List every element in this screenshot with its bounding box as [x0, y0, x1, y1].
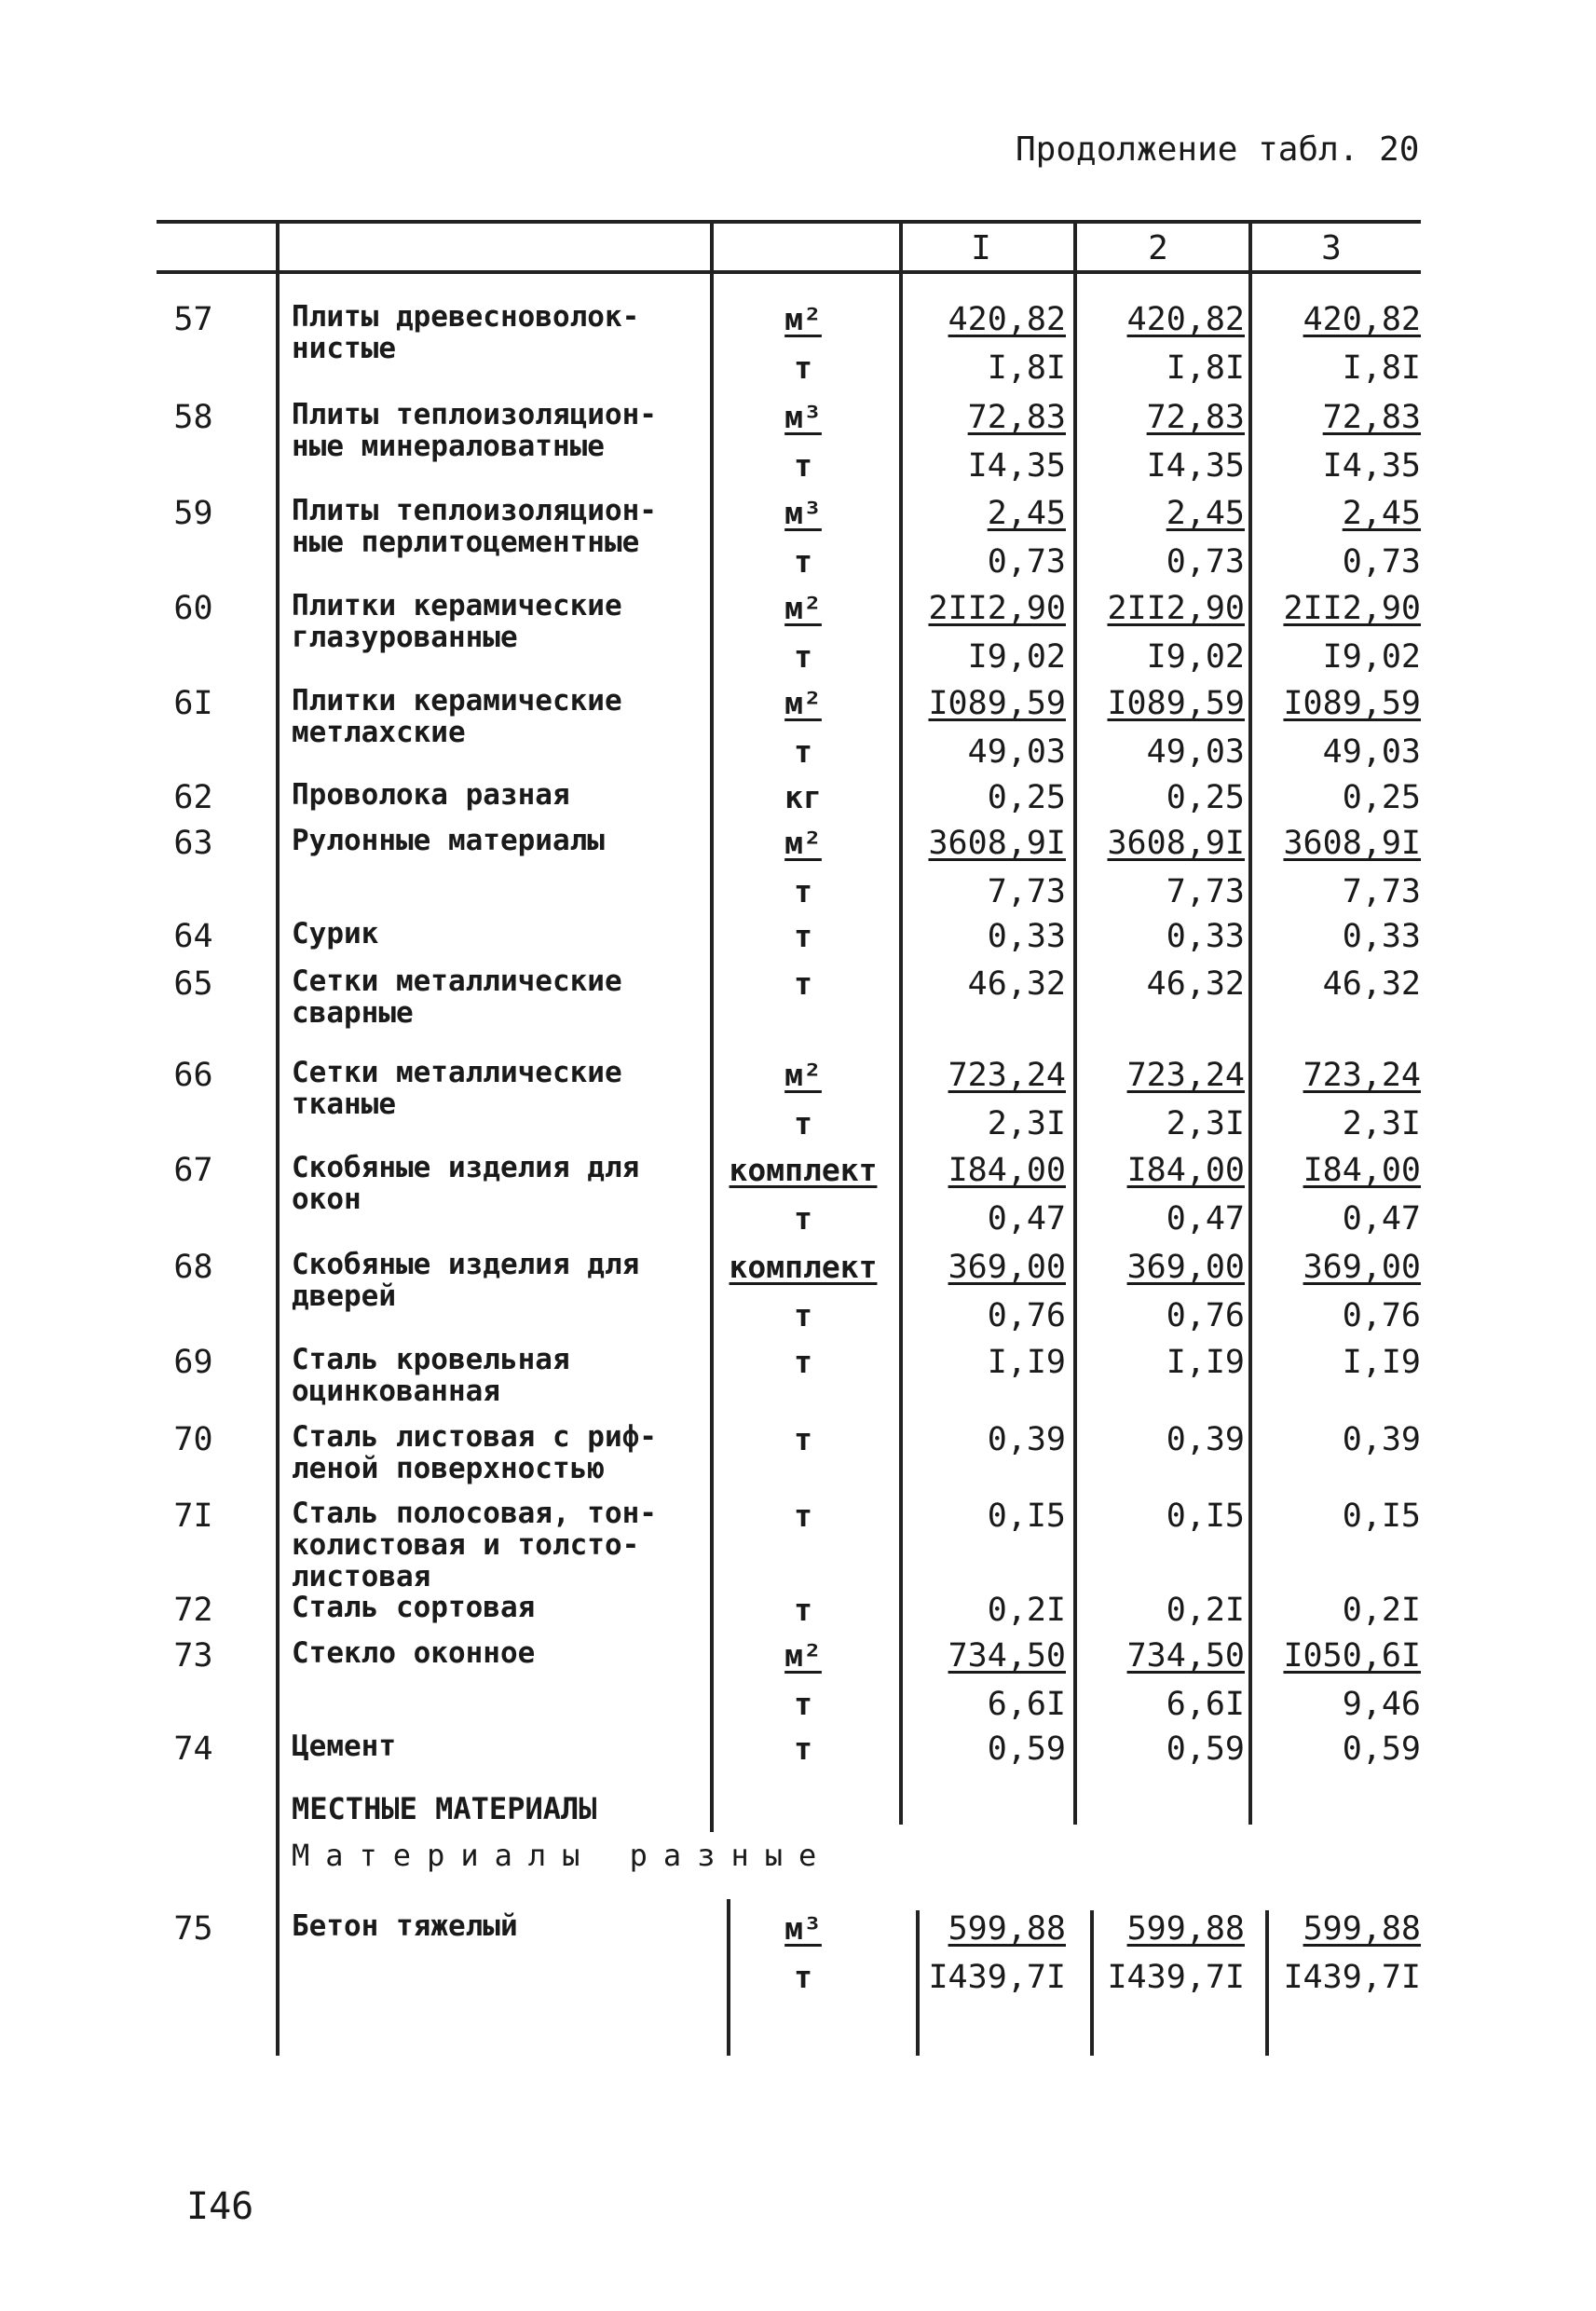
- row-number: 67: [173, 1152, 213, 1189]
- unit-cell: комплект: [729, 1152, 878, 1188]
- value-cell: 7,73: [1166, 873, 1245, 910]
- material-name: леной поверхностью: [292, 1452, 605, 1485]
- value-cell: I9,02: [1322, 638, 1421, 676]
- unit-cell: м²: [784, 301, 822, 337]
- value-cell: 0,73: [1342, 543, 1421, 581]
- unit-cell: т: [794, 349, 812, 386]
- material-name: тканые: [292, 1087, 396, 1121]
- value-cell: I9,02: [967, 638, 1066, 676]
- row-number: 75: [173, 1910, 213, 1948]
- value-cell: 2II2,90: [1107, 590, 1245, 627]
- value-cell: I089,59: [1283, 685, 1421, 722]
- row-number: 58: [173, 399, 213, 436]
- material-name: Сурик: [292, 917, 379, 950]
- value-cell: 7,73: [987, 873, 1066, 910]
- unit-cell: т: [794, 1105, 812, 1142]
- material-name: Цемент: [292, 1730, 396, 1763]
- material-name: оцинкованная: [292, 1374, 500, 1408]
- column-header-3: 3: [1321, 229, 1342, 267]
- value-cell: 2,3I: [987, 1105, 1066, 1142]
- value-cell: I439,7I: [1283, 1959, 1421, 1996]
- value-cell: 2,45: [987, 495, 1066, 532]
- value-cell: 0,39: [1166, 1421, 1245, 1458]
- material-name: Скобяные изделия для: [292, 1151, 640, 1184]
- material-name: ные минераловатные: [292, 430, 605, 463]
- value-cell: 9,46: [1342, 1686, 1421, 1723]
- material-name: Скобяные изделия для: [292, 1248, 640, 1281]
- unit-cell: т: [794, 1592, 812, 1628]
- value-cell: 72,83: [1146, 399, 1245, 436]
- value-cell: I84,00: [1303, 1152, 1421, 1189]
- row-number: 62: [173, 779, 213, 816]
- value-cell: 6,6I: [987, 1686, 1066, 1723]
- row-number: 74: [173, 1730, 213, 1768]
- unit-cell: кг: [784, 779, 822, 815]
- value-cell: 0,47: [1166, 1200, 1245, 1238]
- material-name: Плитки керамические: [292, 589, 622, 622]
- value-cell: 0,25: [1166, 779, 1245, 816]
- unit-cell: т: [794, 1730, 812, 1767]
- value-cell: 0,76: [1166, 1297, 1245, 1334]
- unit-cell: т: [794, 918, 812, 954]
- value-cell: 0,33: [987, 918, 1066, 955]
- unit-cell: т: [794, 1297, 812, 1333]
- value-cell: 0,39: [987, 1421, 1066, 1458]
- value-cell: 723,24: [1303, 1057, 1421, 1094]
- row-number: 57: [173, 301, 213, 338]
- value-cell: 0,I5: [987, 1497, 1066, 1535]
- value-cell: 0,33: [1342, 918, 1421, 955]
- value-cell: 0,25: [987, 779, 1066, 816]
- unit-cell: т: [794, 873, 812, 909]
- value-cell: 734,50: [1126, 1637, 1245, 1675]
- unit-cell: м³: [784, 1910, 822, 1947]
- row-number: 64: [173, 918, 213, 955]
- value-cell: 0,33: [1166, 918, 1245, 955]
- value-cell: 0,73: [987, 543, 1066, 581]
- unit-cell: м²: [784, 590, 822, 626]
- value-cell: 72,83: [1322, 399, 1421, 436]
- value-cell: 0,59: [987, 1730, 1066, 1768]
- value-cell: 369,00: [948, 1249, 1066, 1286]
- value-cell: 3608,9I: [1283, 825, 1421, 862]
- material-name: дверей: [292, 1279, 396, 1313]
- row-number: 60: [173, 590, 213, 627]
- material-name: Стекло оконное: [292, 1636, 536, 1670]
- material-name: Плитки керамические: [292, 684, 622, 718]
- value-cell: I439,7I: [928, 1959, 1066, 1996]
- unit-cell: т: [794, 638, 812, 675]
- material-name: метлахские: [292, 716, 466, 749]
- value-cell: I84,00: [1126, 1152, 1245, 1189]
- value-cell: I,8I: [1342, 349, 1421, 387]
- unit-cell: т: [794, 733, 812, 770]
- value-cell: 0,59: [1166, 1730, 1245, 1768]
- material-name: Проволока разная: [292, 778, 570, 812]
- value-cell: 46,32: [967, 965, 1066, 1003]
- value-cell: 0,I5: [1342, 1497, 1421, 1535]
- value-cell: I,8I: [987, 349, 1066, 387]
- material-name: Сетки металлические: [292, 964, 622, 998]
- column-header-1: I: [971, 229, 991, 267]
- material-name: сварные: [292, 996, 414, 1030]
- value-cell: 0,25: [1342, 779, 1421, 816]
- value-cell: I,I9: [1166, 1344, 1245, 1381]
- material-name: колистовая и толсто-: [292, 1528, 640, 1562]
- header-top-rule: [157, 220, 1421, 224]
- value-cell: 723,24: [948, 1057, 1066, 1094]
- value-cell: I089,59: [1107, 685, 1245, 722]
- value-cell: 0,47: [987, 1200, 1066, 1238]
- unit-cell: м²: [784, 685, 822, 721]
- value-cell: 599,88: [1126, 1910, 1245, 1948]
- material-name: листовая: [292, 1560, 431, 1593]
- unit-cell: т: [794, 1497, 812, 1534]
- material-name: Плиты древесноволок-: [292, 300, 640, 334]
- value-cell: 0,39: [1342, 1421, 1421, 1458]
- material-name: ные перлитоцементные: [292, 526, 640, 559]
- value-cell: 0,2I: [1342, 1592, 1421, 1629]
- value-cell: 599,88: [948, 1910, 1066, 1948]
- page-number: I46: [186, 2185, 254, 2228]
- value-cell: 0,2I: [1166, 1592, 1245, 1629]
- value-cell: 2II2,90: [928, 590, 1066, 627]
- value-cell: I,8I: [1166, 349, 1245, 387]
- row-number: 73: [173, 1637, 213, 1675]
- value-cell: 420,82: [1126, 301, 1245, 338]
- value-cell: 0,76: [1342, 1297, 1421, 1334]
- table-continuation-caption: Продолжение табл. 20: [1016, 130, 1420, 169]
- value-cell: I089,59: [928, 685, 1066, 722]
- row-number: 59: [173, 495, 213, 532]
- unit-cell: т: [794, 1200, 812, 1237]
- value-cell: 2,3I: [1342, 1105, 1421, 1142]
- value-cell: 0,59: [1342, 1730, 1421, 1768]
- material-name: окон: [292, 1183, 361, 1216]
- unit-cell: м²: [784, 825, 822, 861]
- unit-cell: м³: [784, 495, 822, 531]
- value-cell: 2,3I: [1166, 1105, 1245, 1142]
- value-cell: 0,73: [1166, 543, 1245, 581]
- value-cell: 0,47: [1342, 1200, 1421, 1238]
- value-cell: I,I9: [1342, 1344, 1421, 1381]
- section-local-materials: МЕСТНЫЕ МАТЕРИАЛЫ: [292, 1791, 597, 1826]
- row-number: 6I: [173, 685, 213, 722]
- value-cell: 420,82: [1303, 301, 1421, 338]
- material-name: Сталь сортовая: [292, 1591, 536, 1624]
- unit-cell: т: [794, 1959, 812, 1995]
- value-cell: 46,32: [1322, 965, 1421, 1003]
- value-cell: 0,76: [987, 1297, 1066, 1334]
- row-number: 69: [173, 1344, 213, 1381]
- unit-cell: м³: [784, 399, 822, 435]
- unit-cell: т: [794, 447, 812, 484]
- material-name: Рулонные материалы: [292, 824, 605, 857]
- value-cell: 2,45: [1342, 495, 1421, 532]
- material-name: Сталь полосовая, тон-: [292, 1497, 657, 1530]
- value-cell: 49,03: [967, 733, 1066, 771]
- material-name: Плиты теплоизоляцион-: [292, 494, 657, 527]
- unit-cell: т: [794, 543, 812, 580]
- unit-cell: т: [794, 1686, 812, 1722]
- value-cell: 734,50: [948, 1637, 1066, 1675]
- value-cell: I439,7I: [1107, 1959, 1245, 1996]
- material-name: Бетон тяжелый: [292, 1909, 518, 1943]
- value-cell: 46,32: [1146, 965, 1245, 1003]
- value-cell: 72,83: [967, 399, 1066, 436]
- column-header-2: 2: [1148, 229, 1168, 267]
- material-name: Сталь кровельная: [292, 1343, 570, 1376]
- value-cell: 2,45: [1166, 495, 1245, 532]
- value-cell: 3608,9I: [1107, 825, 1245, 862]
- value-cell: 49,03: [1146, 733, 1245, 771]
- row-number: 66: [173, 1057, 213, 1094]
- value-cell: 3608,9I: [928, 825, 1066, 862]
- row-number: 72: [173, 1592, 213, 1629]
- value-cell: I050,6I: [1283, 1637, 1421, 1675]
- material-name: глазурованные: [292, 621, 518, 654]
- value-cell: 49,03: [1322, 733, 1421, 771]
- material-name: Сетки металлические: [292, 1056, 622, 1089]
- row-number: 63: [173, 825, 213, 862]
- header-bottom-rule: [157, 270, 1421, 274]
- value-cell: I84,00: [948, 1152, 1066, 1189]
- value-cell: 723,24: [1126, 1057, 1245, 1094]
- value-cell: I4,35: [1146, 447, 1245, 485]
- row-number: 68: [173, 1249, 213, 1286]
- row-number: 65: [173, 965, 213, 1003]
- value-cell: I4,35: [967, 447, 1066, 485]
- material-name: Сталь листовая с риф-: [292, 1420, 657, 1454]
- column-rule-name: [276, 220, 280, 2056]
- value-cell: 7,73: [1342, 873, 1421, 910]
- unit-cell: т: [794, 965, 812, 1002]
- unit-cell: т: [794, 1421, 812, 1457]
- value-cell: 0,I5: [1166, 1497, 1245, 1535]
- material-name: Плиты теплоизоляцион-: [292, 398, 657, 431]
- unit-cell: м²: [784, 1057, 822, 1093]
- unit-cell: м²: [784, 1637, 822, 1674]
- row-number: 7I: [173, 1497, 213, 1535]
- value-cell: 599,88: [1303, 1910, 1421, 1948]
- row-number: 70: [173, 1421, 213, 1458]
- value-cell: 369,00: [1303, 1249, 1421, 1286]
- value-cell: I9,02: [1146, 638, 1245, 676]
- value-cell: 0,2I: [987, 1592, 1066, 1629]
- value-cell: 369,00: [1126, 1249, 1245, 1286]
- unit-cell: комплект: [729, 1249, 878, 1285]
- value-cell: I,I9: [987, 1344, 1066, 1381]
- value-cell: 6,6I: [1166, 1686, 1245, 1723]
- unit-cell: т: [794, 1344, 812, 1380]
- section-misc-materials: Материалы разные: [292, 1838, 833, 1873]
- value-cell: I4,35: [1322, 447, 1421, 485]
- value-cell: 2II2,90: [1283, 590, 1421, 627]
- material-name: нистые: [292, 332, 396, 365]
- value-cell: 420,82: [948, 301, 1066, 338]
